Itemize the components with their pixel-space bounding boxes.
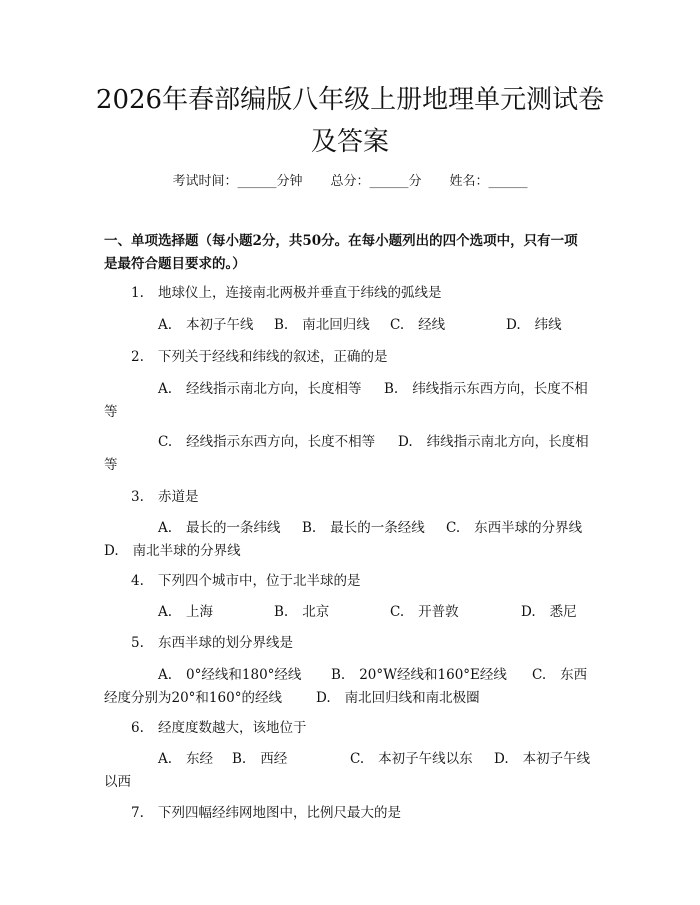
question-2 [131, 345, 388, 365]
q2-option-b: B. 纬线指示东西方向，长度不相 [384, 381, 588, 397]
question-text: 下列关于经线和纬线的叙述，正确的是 [158, 349, 388, 365]
question-number: 6. [131, 720, 144, 736]
exam-info-line [0, 170, 700, 189]
section-heading-line1: 一、单项选择题（每小题2分，共50分。在每小题列出的四个选项中，只有一项 [104, 233, 578, 249]
question-4 [131, 569, 361, 589]
q4-option-a: A. 上海 [158, 604, 214, 620]
question-number: 2. [131, 349, 144, 365]
q2-option-a: A. 经线指示南北方向，长度相等 [158, 381, 362, 397]
question-text: 下列四幅经纬网地图中，比例尺最大的是 [158, 805, 401, 821]
q5-option-b: B. 20°W经线和160°E经线 [331, 667, 507, 683]
question-number: 1. [131, 285, 144, 301]
question-number: 3. [131, 489, 144, 505]
section-heading-line2: 是最符合题目要求的。） [104, 256, 246, 272]
q2-option-d-wrap: 等 [104, 457, 118, 473]
q2-option-c: C. 经线指示东西方向，长度不相等 [158, 434, 376, 450]
exam-time: 考试时间：______分钟 [172, 174, 303, 189]
q3-option-c: C. 东西半球的分界线 [446, 520, 583, 536]
q3-option-a: A. 最长的一条纬线 [158, 520, 281, 536]
q4-option-b: B. 北京 [274, 604, 330, 620]
q1-option-b: B. 南北回归线 [274, 317, 370, 333]
q5-option-c: C. 东西 [532, 667, 588, 683]
question-text: 经度度数越大，该地位于 [158, 720, 307, 736]
q5-option-c-wrap: 经度分别为20°和160°的经线 [104, 690, 282, 706]
question-5 [131, 631, 293, 651]
page-title: 2026年春部编版八年级上册地理单元测试卷 [95, 85, 605, 115]
q4-option-d: D. 悉尼 [521, 604, 577, 620]
student-name: 姓名：______ [449, 174, 528, 189]
q2-option-b-wrap: 等 [104, 404, 118, 420]
q6-option-a: A. 东经 [158, 751, 214, 767]
question-number: 5. [131, 635, 144, 651]
question-text: 赤道是 [158, 489, 199, 505]
question-3 [131, 485, 199, 505]
page-title-continued: 及答案 [310, 127, 389, 157]
q3-option-b: B. 最长的一条经线 [302, 520, 425, 536]
question-number: 7. [131, 805, 144, 821]
q5-option-d: D. 南北回归线和南北极圈 [316, 690, 480, 706]
question-text: 下列四个城市中，位于北半球的是 [158, 573, 361, 589]
section-heading [104, 230, 604, 276]
question-1 [131, 281, 442, 301]
q1-option-a: A. 本初子午线 [158, 317, 254, 333]
q5-option-a: A. 0°经线和180°经线 [158, 667, 302, 683]
question-7 [131, 801, 401, 821]
q6-option-c: C. 本初子午线以东 [350, 751, 473, 767]
q6-option-d: D. 本初子午线 [494, 751, 591, 767]
q3-option-d: D. 南北半球的分界线 [104, 543, 241, 559]
question-text: 地球仪上，连接南北两极并垂直于纬线的弧线是 [158, 285, 442, 301]
q4-option-c: C. 开普敦 [390, 604, 459, 620]
q1-option-c: C. 经线 [390, 317, 446, 333]
q6-option-d-wrap: 以西 [104, 774, 131, 790]
question-text: 东西半球的划分界线是 [158, 635, 293, 651]
q2-option-d: D. 纬线指示南北方向，长度相 [398, 434, 589, 450]
exam-total-score: 总分：______分 [330, 174, 422, 189]
q6-option-b: B. 西经 [232, 751, 288, 767]
question-6 [131, 716, 307, 736]
q1-option-d: D. 纬线 [506, 317, 562, 333]
question-number: 4. [131, 573, 144, 589]
